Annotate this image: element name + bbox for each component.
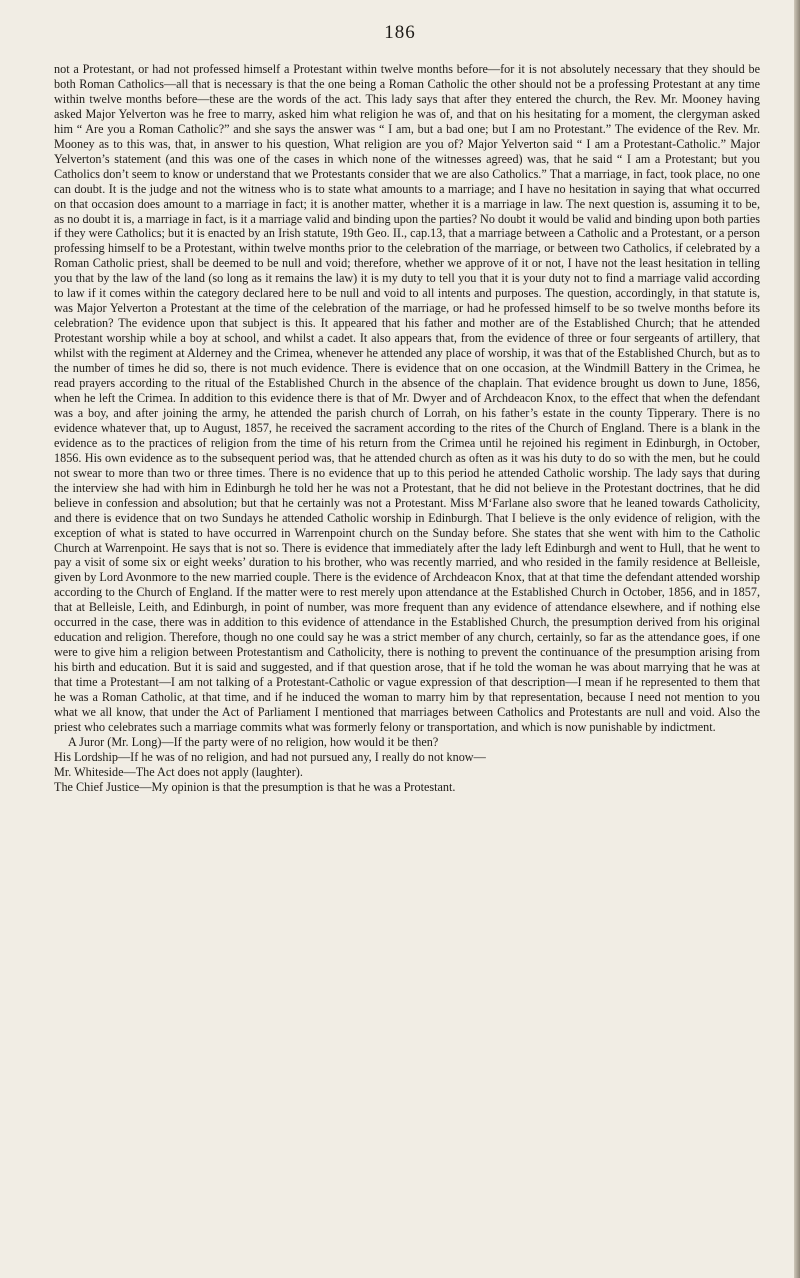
main-paragraph: not a Protestant, or had not professed himself a Protestant within twelve months before—for it is not absolutely necessary that they should be both Roman Catholics—all that is necessary is that the one being a Roman Catholic the other should not be a professing Protestant at any time within twelve months before—these are the words of the act. This lady says that after they entered the church, the Rev. Mr. Mooney having asked Major Yelverton was he free to marry, asked him what religion he was of, and that on his hesitating for a moment, the clergyman asked him “ Are you a Roman Catholic?” and she says the answer was “ I am, but a bad one; but I am no Protestant.” The evidence of the Rev. Mr. Mooney as to this was, that, in answer to his question, What religion are you of? Major Yelverton said “ I am a Protestant-Catholic.” Major Yelverton’s statement (and this was one of the cases in which none of the witnesses agreed) was, that he said “ I am a Protestant; but you Catholics don’t seem to know or understand that we Protestants consider that we are also Catholics.” That a marriage, in fact, took place, no one can doubt. It is the judge and not the witness who is to state what amounts to a marriage; and I have no hesitation in saying that what occurred on that occasion does amount to a marriage in fact; it is another matter, whether it is a marriage in law. The next question is, assuming it to be, as no doubt it is, a marriage in fact, is it a marriage valid and binding upon the parties? No doubt it would be valid and binding upon both parties if they were Catholics; but it is enacted by an Irish statute, 19th Geo. II., cap.13, that a marriage between a Catholic and a Protestant, or a person professing himself to be a Protestant, within twelve months prior to the celebration of the marriage, or between two Catholics, if celebrated by a Roman Catholic priest, shall be deemed to be null and void; therefore, whether we approve of it or not, I have not the least hesitation in telling you that by the law of the land (so long as it remains the law) it is my duty to tell you that it is your duty not to find a marriage valid according to law if it comes within the category declared here to be null and void to all intents and purposes. The question, accordingly, in that statute is, was Major Yelverton a Protestant at the time of the celebration of the marriage, or had he professed himself to be so twelve months before its celebration? The evidence upon that subject is this. It appeared that his father and mother are of the Established Church; that he attended Protestant worship while a boy at school, and whilst a cadet. It also appears that, from the evidence of three or four sergeants of artillery, that whilst with the regiment at Alderney and the Crimea, whenever he attended any place of worship, it was that of the Established Church, but as to the number of times he did so, there is not much evidence. There is evidence that on one occasion, at the Windmill Battery in the Crimea, he read prayers according to the ritual of the Established Church in the absence of the chaplain. That evidence brought us down to June, 1856, when he left the Crimea. In addition to this evidence there is that of Mr. Dwyer and of Archdeacon Knox, to the effect that when the defendant was a boy, and after joining the army, he attended the parish church of Lorrah, on his father’s estate in the county Tipperary. There is no evidence whatever that, up to August, 1857, he received the sacrament according to the rites of the Church of England. There is a blank in the evidence as to the practices of religion from the time of his return from the Crimea until he rejoined his regiment in Edinburgh, in October, 1856. His own evidence as to the subsequent period was, that he attended church as often as it was his duty to do so with the men, but he could not swear to more than two or three times. There is no evidence that up to this period he attended Catholic worship. The lady says that during the interview she had with him in Edinburgh he told her he was not a Protestant, that he did not believe in the Protestant doctrines, that he did believe in confession and absolution; but that he certainly was not a Protestant. Miss M‘Farlane also swore that he leaned towards Catholicity, and there is evidence that on two Sundays he attended Catholic worship in Edinburgh. That I believe is the only evidence of religion, with the exception of what is stated to have occurred in Warrenpoint church on the Sunday before. She states that she went with him to the Catholic Church at Warrenpoint. He says that is not so. There is evidence that immediately after the lady left Edinburgh and went to Hull, that he went to pay a visit of some six or eight weeks’ duration to his brother, who was recently married, and who resided in the family residence at Belleisle, given by Lord Avonmore to the new married couple. There is the evidence of Archdeacon Knox, that at that time the defendant attended worship according to the Church of England. If the matter were to rest merely upon attendance at the Established Church in October, 1856, and in 1857, that at Belleisle, Leith, and Edinburgh, in point of number, was more frequent than any evidence of attendance elsewhere, and if nothing else occurred in the case, there was in addition to this evidence of attendance in the Established Church, the presumption derived from his original education and religion. Therefore, though no one could say he was a strict member of any church, certainly, so far as the attendance goes, if one were to give him a religion between Protestantism and Catholicity, there is nothing to prevent the continuance of the presumption arising from his birth and education. But it is said and suggested, and if that question arose, that if he told the woman he was about marrying that he was at that time a Protestant—I am not talking of a Protestant-Catholic or vague expression of that description—I mean if he represented to them that he was a Roman Catholic, at that time, and if he induced the woman to marry him by that representation, because I need not mention to you what we all know, that under the Act of Parliament I mentioned that marriages between Catholics and Protestants are null and void. Also the priest who celebrates such a marriage commits what was formerly felony or transportation, and which is now punishable by indictment. <box>54 62 761 734</box>
chief-justice-opinion: The Chief Justice—My opinion is that the presumption is that he was a Protestant. <box>54 779 456 794</box>
body-text <box>54 62 760 795</box>
juror-question: A Juror (Mr. Long)—If the party were of no religion, how would it be then? <box>68 734 439 749</box>
page-edge-shadow <box>794 0 800 1278</box>
page-number: 186 <box>384 22 416 43</box>
whiteside-remark: Mr. Whiteside—The Act does not apply (laughter). <box>54 764 303 779</box>
lordship-reply: His Lordship—If he was of no religion, and had not pursued any, I really do not know— <box>54 749 486 764</box>
